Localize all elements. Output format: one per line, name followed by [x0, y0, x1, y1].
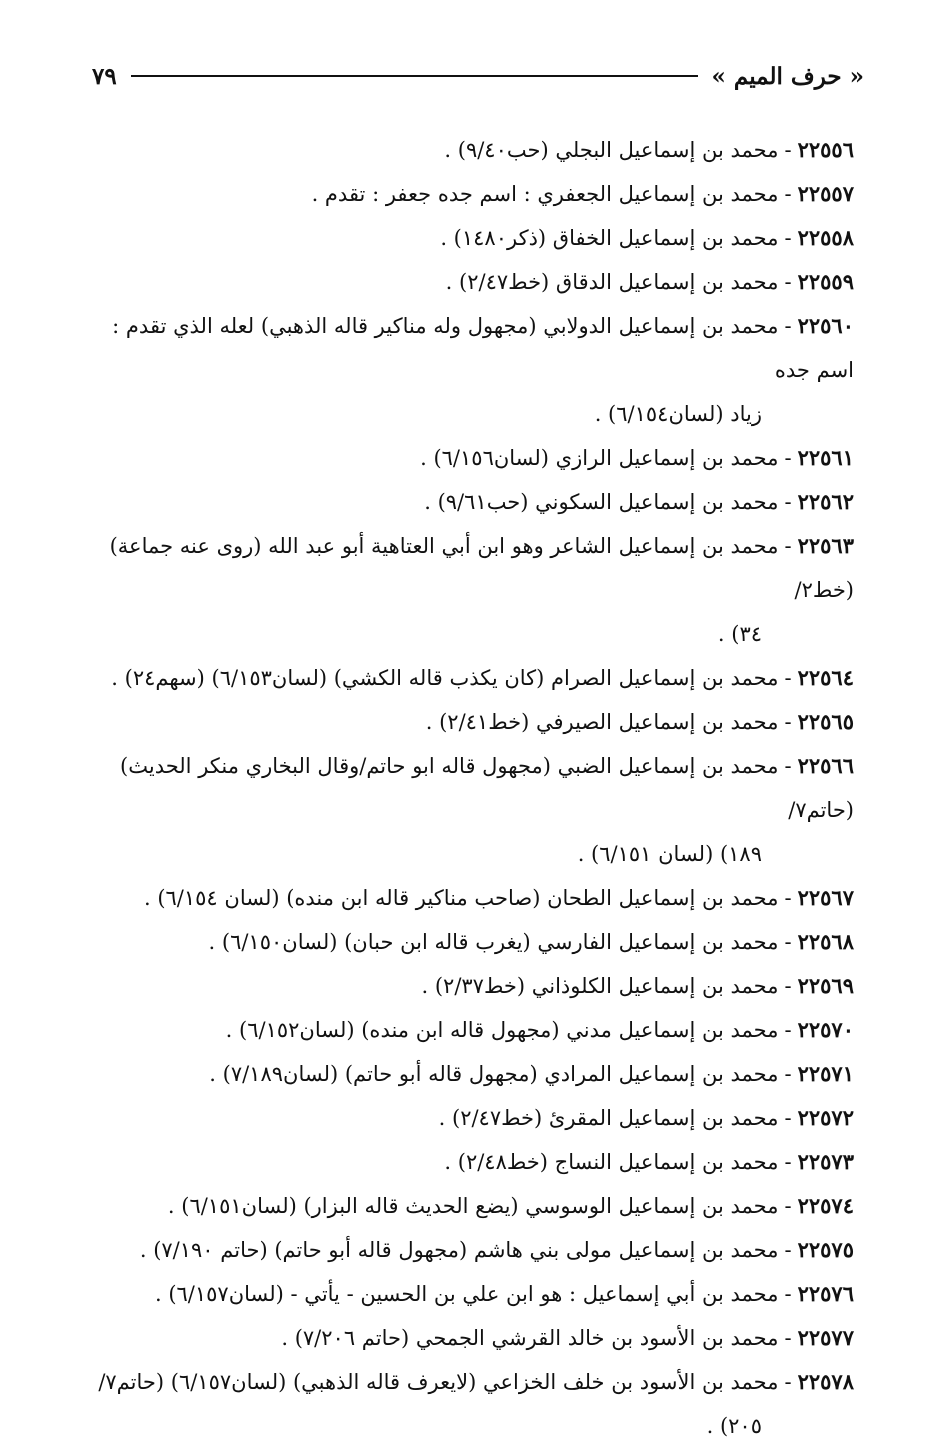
- entry-text: محمد بن إسماعيل الشاعر وهو ابن أبي العتاهية أبو عبد الله (روى عنه جماعة) (خط٢/: [109, 534, 854, 602]
- entry-item: [82, 1316, 854, 1360]
- entry-number: ٢٢٥٦٤: [797, 665, 854, 690]
- page-number: ٧٩: [92, 62, 117, 90]
- entry-number: ٢٢٥٧٥: [797, 1237, 854, 1262]
- entry-text: محمد بن إسماعيل النساج (خط٢/٤٨) .: [444, 1150, 779, 1174]
- entry-number: ٢٢٥٥٦: [797, 137, 854, 162]
- entry-text: محمد بن إسماعيل مدني (مجهول قاله ابن منده) (لسان٦/١٥٢) .: [225, 1018, 779, 1042]
- entry-dash: -: [784, 182, 792, 206]
- entry-text: محمد بن إسماعيل الدقاق (خط٢/٤٧) .: [445, 270, 779, 294]
- entry-text: محمد بن أبي إسماعيل : هو ابن علي بن الحسين - يأتي - (لسان٦/١٥٧) .: [154, 1282, 779, 1306]
- entry-continuation: زياد (لسان٦/١٥٤) .: [594, 402, 762, 426]
- entry-number: ٢٢٥٦٥: [797, 709, 854, 734]
- entry-dash: -: [784, 138, 792, 162]
- entry-text: محمد بن الأسود بن خلف الخزاعي (لايعرف قاله الذهبي) (لسان٦/١٥٧) (حاتم٧/: [98, 1370, 779, 1394]
- entry-dash: -: [784, 490, 792, 514]
- entry-text: محمد بن إسماعيل الصرام (كان يكذب قاله الكشي) (لسان٦/١٥٣) (سهم٢٤) .: [111, 666, 779, 690]
- entry-item: [82, 744, 854, 876]
- entry-number: ٢٢٥٦٢: [797, 489, 854, 514]
- entry-dash: -: [784, 1370, 792, 1394]
- entry-text: محمد بن إسماعيل المرادي (مجهول قاله أبو حاتم) (لسان٧/١٨٩) .: [209, 1062, 779, 1086]
- entry-dash: -: [784, 754, 792, 778]
- entry-item: [82, 172, 854, 216]
- entry-number: ٢٢٥٦٩: [797, 973, 854, 998]
- entry-number: ٢٢٥٧٧: [797, 1325, 854, 1350]
- entry-number: ٢٢٥٦٧: [797, 885, 854, 910]
- entry-number: ٢٢٥٦٦: [797, 753, 854, 778]
- entry-item: [82, 656, 854, 700]
- entry-item: [82, 1272, 854, 1316]
- entry-item: [82, 260, 854, 304]
- entry-text: محمد بن الأسود بن خالد القرشي الجمحي (حاتم ٧/٢٠٦) .: [281, 1326, 779, 1350]
- entry-dash: -: [784, 666, 792, 690]
- entry-item: [82, 1096, 854, 1140]
- entry-number: ٢٢٥٧٤: [797, 1193, 854, 1218]
- entry-number: ٢٢٥٦٠: [797, 313, 854, 338]
- entry-dash: -: [784, 710, 792, 734]
- entry-number: ٢٢٥٧٣: [797, 1149, 854, 1174]
- entry-dash: -: [784, 1194, 792, 1218]
- entry-text: محمد بن إسماعيل الخفاق (ذكر١٤٨٠) .: [440, 226, 779, 250]
- entry-continuation: ٢٠٥) .: [706, 1414, 762, 1438]
- entry-item: [82, 1360, 854, 1448]
- entry-item: [82, 920, 854, 964]
- page-header: [92, 58, 864, 94]
- entry-dash: -: [784, 974, 792, 998]
- entry-number: ٢٢٥٦٣: [797, 533, 854, 558]
- entry-dash: -: [784, 1150, 792, 1174]
- entry-dash: -: [784, 1062, 792, 1086]
- entry-item: [82, 1228, 854, 1272]
- entry-item: [82, 1008, 854, 1052]
- entry-item: [82, 1140, 854, 1184]
- entry-text: محمد بن إسماعيل الطحان (صاحب مناكير قاله ابن منده) (لسان ٦/١٥٤) .: [143, 886, 779, 910]
- entry-number: ٢٢٥٧٠: [797, 1017, 854, 1042]
- entry-number: ٢٢٥٧٨: [797, 1369, 854, 1394]
- entry-item: [82, 964, 854, 1008]
- entry-item: [82, 1184, 854, 1228]
- entry-number: ٢٢٥٦٨: [797, 929, 854, 954]
- entry-dash: -: [784, 1238, 792, 1262]
- entry-number: ٢٢٥٧٦: [797, 1281, 854, 1306]
- entry-continuation: ٣٤) .: [717, 622, 762, 646]
- entry-text: محمد بن إسماعيل الكلوذاني (خط٢/٣٧) .: [421, 974, 779, 998]
- entry-dash: -: [784, 1106, 792, 1130]
- entry-item: [82, 480, 854, 524]
- entry-text: محمد بن إسماعيل الفارسي (يغرب قاله ابن حبان) (لسان٦/١٥٠) .: [208, 930, 779, 954]
- entry-text: محمد بن إسماعيل المقرئ (خط٢/٤٧) .: [438, 1106, 779, 1130]
- entry-item: [82, 876, 854, 920]
- entry-text: محمد بن إسماعيل الوسوسي (يضع الحديث قاله البزار) (لسان٦/١٥١) .: [167, 1194, 779, 1218]
- chapter-title: « حرف الميم »: [711, 62, 864, 90]
- entry-number: ٢٢٥٥٧: [797, 181, 854, 206]
- entry-item: [82, 216, 854, 260]
- entry-number: ٢٢٥٧١: [797, 1061, 854, 1086]
- entry-dash: -: [784, 270, 792, 294]
- entry-item: [82, 128, 854, 172]
- entry-dash: -: [784, 930, 792, 954]
- entry-text: محمد بن إسماعيل البجلي (حب٩/٤٠) .: [444, 138, 779, 162]
- entry-number: ٢٢٥٥٨: [797, 225, 854, 250]
- entry-number: ٢٢٥٦١: [797, 445, 854, 470]
- entry-item: [82, 700, 854, 744]
- entry-continuation: ١٨٩) (لسان ٦/١٥١) .: [577, 842, 762, 866]
- entry-dash: -: [784, 1282, 792, 1306]
- entry-text: محمد بن إسماعيل الدولابي (مجهول وله مناكير قاله الذهبي) لعله الذي تقدم : اسم جده: [112, 314, 854, 382]
- entry-list: [82, 128, 854, 1448]
- header-rule: [131, 75, 698, 77]
- entry-dash: -: [784, 226, 792, 250]
- entry-dash: -: [784, 534, 792, 558]
- entry-item: [82, 524, 854, 656]
- entry-text: محمد بن إسماعيل الجعفري : اسم جده جعفر : تقدم .: [311, 182, 779, 206]
- entry-text: محمد بن إسماعيل الرازي (لسان٦/١٥٦) .: [420, 446, 779, 470]
- entry-text: محمد بن إسماعيل السكوني (حب٩/٦١) .: [424, 490, 779, 514]
- entry-text: محمد بن إسماعيل الصيرفي (خط٢/٤١) .: [425, 710, 779, 734]
- entry-item: [82, 1052, 854, 1096]
- entry-dash: -: [784, 446, 792, 470]
- entry-number: ٢٢٥٥٩: [797, 269, 854, 294]
- entry-dash: -: [784, 886, 792, 910]
- entry-dash: -: [784, 314, 792, 338]
- entry-text: محمد بن إسماعيل مولى بني هاشم (مجهول قاله أبو حاتم) (حاتم ٧/١٩٠) .: [139, 1238, 779, 1262]
- entry-text: محمد بن إسماعيل الضبي (مجهول قاله ابو حاتم/وقال البخاري منكر الحديث) (حاتم٧/: [120, 754, 854, 822]
- entry-dash: -: [784, 1326, 792, 1350]
- entry-item: [82, 436, 854, 480]
- entry-dash: -: [784, 1018, 792, 1042]
- entry-number: ٢٢٥٧٢: [797, 1105, 854, 1130]
- entry-item: [82, 304, 854, 436]
